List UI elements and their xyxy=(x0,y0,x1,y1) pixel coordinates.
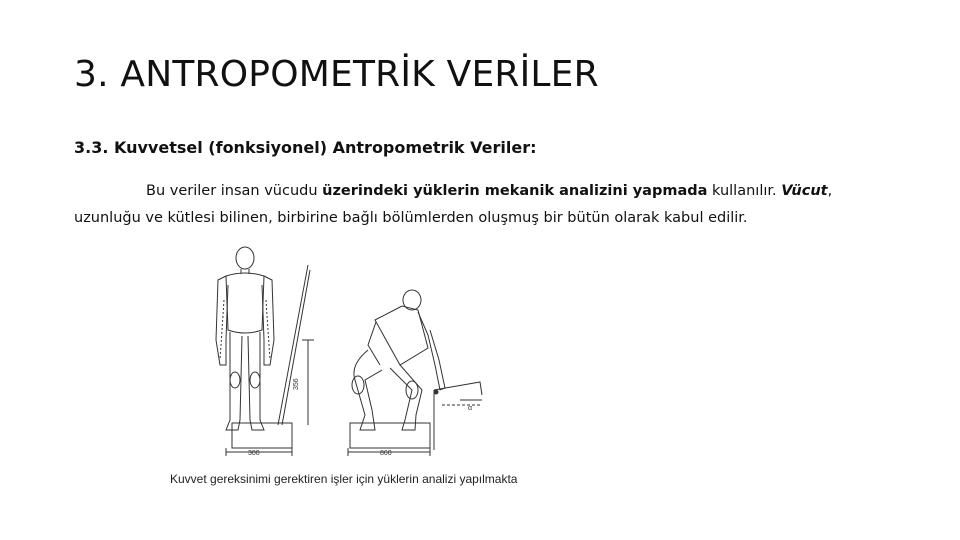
standing-human-figure xyxy=(216,247,314,456)
paragraph-italic-text: Vücut xyxy=(781,183,828,199)
crouching-human-figure xyxy=(348,290,482,456)
paragraph-bold-text: üzerindeki yüklerin mekanik analizini yapmada xyxy=(322,183,708,199)
figure-caption: Kuvvet gereksinimi gerektiren işler için yüklerin analizi yapılmakta xyxy=(170,472,518,486)
anthropometric-figure xyxy=(190,240,510,465)
paragraph-text-3: , xyxy=(827,183,833,199)
paragraph-text-2: kullanılır. xyxy=(707,183,782,199)
dim-label-right-angle: α xyxy=(468,405,473,412)
dim-label-left-height: 356 xyxy=(293,378,300,390)
section-subtitle: 3.3. Kuvvetsel (fonksiyonel) Antropometrik Veriler: xyxy=(74,138,537,157)
body-paragraph xyxy=(74,178,894,232)
dim-label-right-width: 860 xyxy=(380,450,392,457)
dim-label-left-width: 300 xyxy=(248,450,260,457)
paragraph-line-1 xyxy=(74,178,894,205)
paragraph-line-2: uzunluğu ve kütlesi bilinen, birbirine bağlı bölümlerden oluşmuş bir bütün olarak kabul edilir. xyxy=(74,210,748,226)
paragraph-text-1: Bu veriler insan vücudu xyxy=(146,183,323,199)
slide-title: 3. ANTROPOMETRİK VERİLER xyxy=(74,54,599,95)
